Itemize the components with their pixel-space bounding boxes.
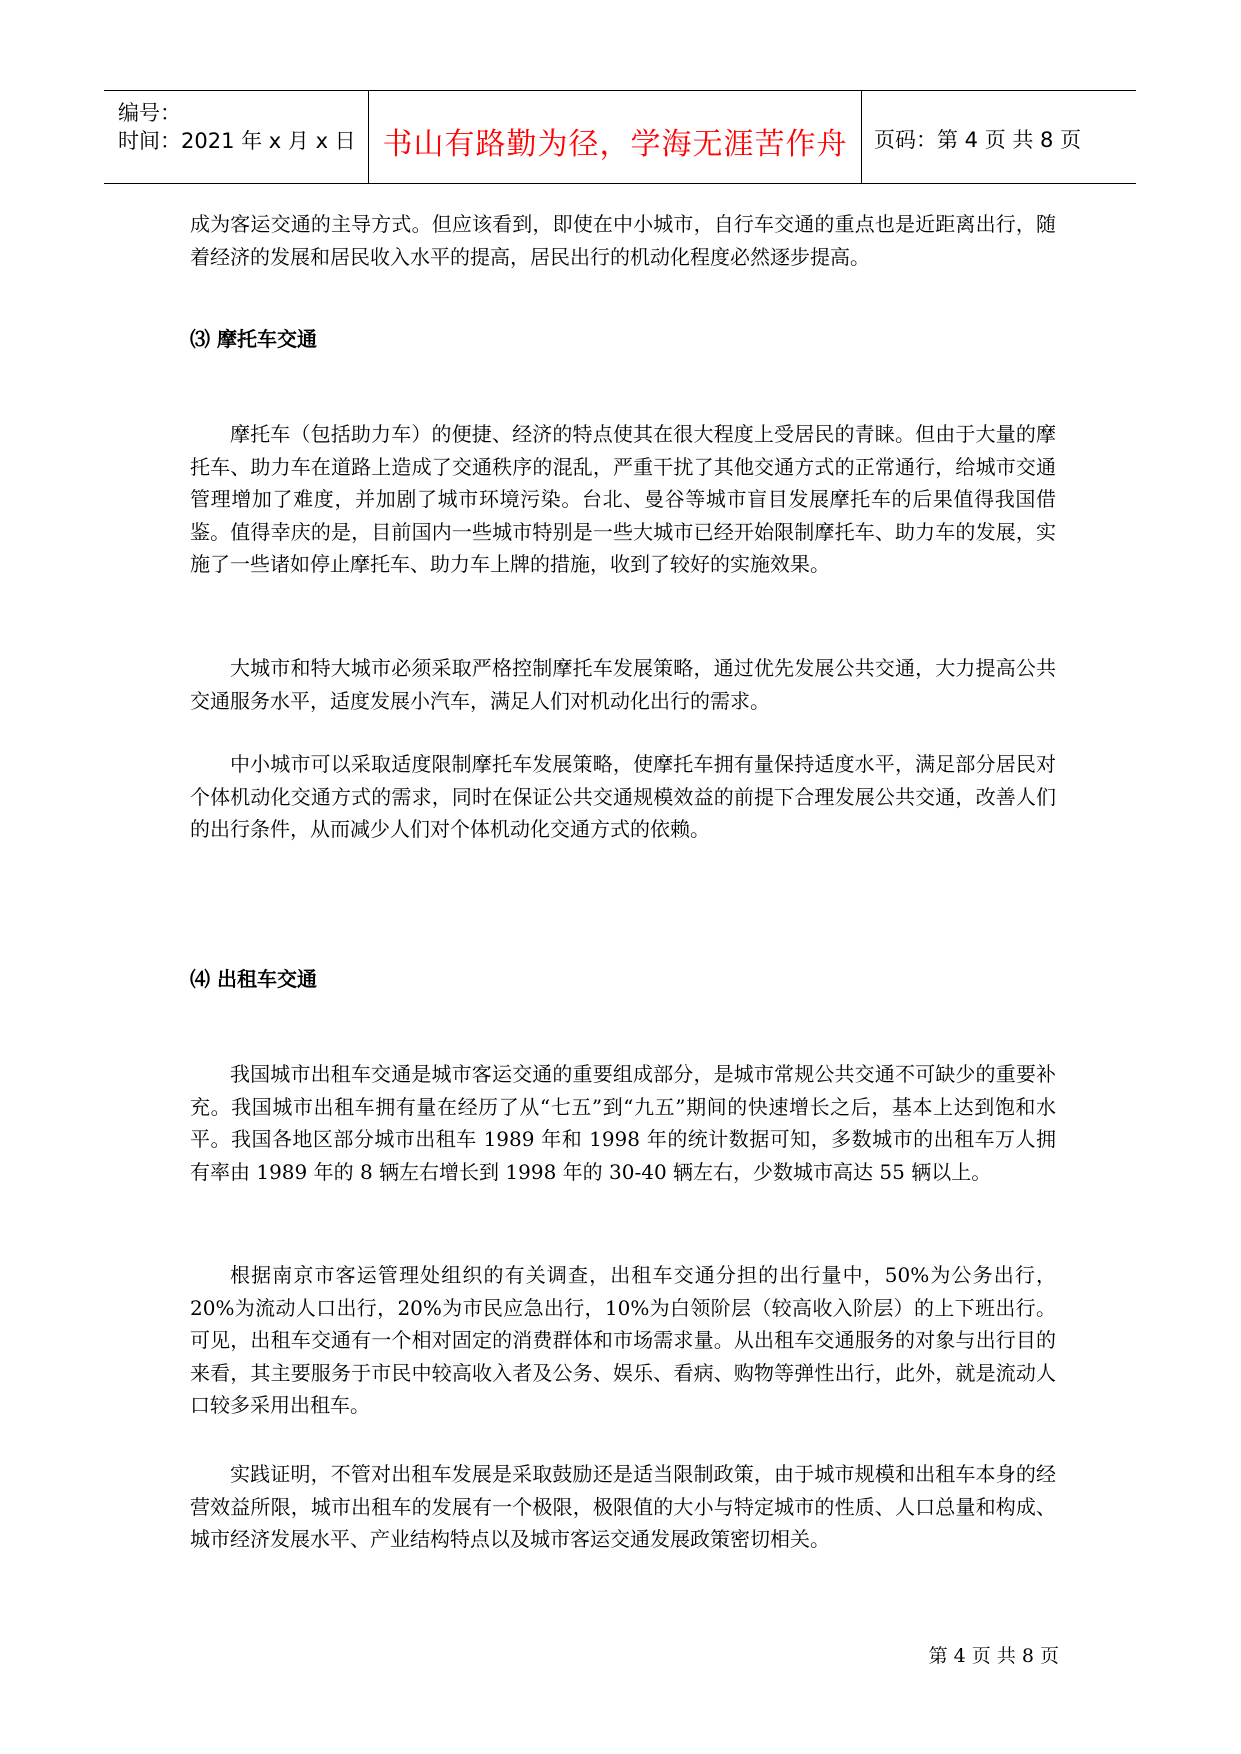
document-number-label: 编号： — [118, 101, 181, 125]
paragraph-taxi-3: 实践证明，不管对出租车发展是采取鼓励还是适当限制政策，由于城市规模和出租车本身的经营效益所限，城市出租车的发展有一个极限，极限值的大小与特定城市的性质、人口总量和构成、城市经济发展水平、产业结构特点以及城市客运交通发展政策密切相关。 — [190, 1462, 1056, 1551]
page-footer-number: 第 4 页 共 8 页 — [928, 1645, 1059, 1667]
header-left-cell — [104, 91, 368, 183]
page-header — [104, 90, 1136, 184]
paragraph-intro: 成为客运交通的主导方式。但应该看到，即使在中小城市，自行车交通的重点也是近距离出行，随着经济的发展和居民收入水平的提高，居民出行的机动化程度必然逐步提高。 — [190, 212, 1056, 269]
header-right-cell — [860, 91, 1136, 183]
header-middle-cell — [368, 91, 862, 183]
header-motto: 书山有路勤为径，学海无涯苦作舟 — [382, 127, 848, 162]
paragraph-taxi-2: 根据南京市客运管理处组织的有关调查，出租车交通分担的出行量中，50%为公务出行，20%为流动人口出行，20%为市民应急出行，10%为白领阶层（较高收入阶层）的上下班出行。可见，出租车交通有一个相对固定的消费群体和市场需求量。从出租车交通服务的对象与出行目的来看，其主要服务于市民中较高收入者及公务、娱乐、看病、购物等弹性出行，此外，就是流动人口较多采用出租车。 — [190, 1263, 1056, 1417]
section-heading-motorcycle: ⑶ 摩托车交通 — [190, 327, 317, 351]
section-heading-taxi: ⑷ 出租车交通 — [190, 967, 317, 991]
paragraph-motorcycle-2: 大城市和特大城市必须采取严格控制摩托车发展策略，通过优先发展公共交通，大力提高公共交通服务水平，适度发展小汽车，满足人们对机动化出行的需求。 — [190, 656, 1056, 713]
paragraph-taxi-1: 我国城市出租车交通是城市客运交通的重要组成部分，是城市常规公共交通不可缺少的重要补充。我国城市出租车拥有量在经历了从“七五”到“九五”期间的快速增长之后，基本上达到饱和水平。我国各地区部分城市出租车 1989 年和 1998 年的统计数据可知，多数城市的出租车万人拥有率由 1989 年的 8 辆左右增长到 1998 年的 30-40 辆左右，少数城市高达 55 辆以上。 — [190, 1062, 1056, 1184]
paragraph-motorcycle-1: 摩托车（包括助力车）的便捷、经济的特点使其在很大程度上受居民的青睐。但由于大量的摩托车、助力车在道路上造成了交通秩序的混乱，严重干扰了其他交通方式的正常通行，给城市交通管理增加了难度，并加剧了城市环境污染。台北、曼谷等城市盲目发展摩托车的后果值得我国借鉴。值得幸庆的是，目前国内一些城市特别是一些大城市已经开始限制摩托车、助力车的发展，实施了一些诸如停止摩托车、助力车上牌的措施，收到了较好的实施效果。 — [190, 422, 1056, 576]
header-page-label: 页码：第 4 页 共 8 页 — [874, 128, 1082, 152]
paragraph-motorcycle-3: 中小城市可以采取适度限制摩托车发展策略，使摩托车拥有量保持适度水平，满足部分居民对个体机动化交通方式的需求，同时在保证公共交通规模效益的前提下合理发展公共交通，改善人们的出行条件，从而减少人们对个体机动化交通方式的依赖。 — [190, 752, 1056, 841]
document-time-label: 时间：2021 年 x 月 x 日 — [118, 129, 356, 153]
